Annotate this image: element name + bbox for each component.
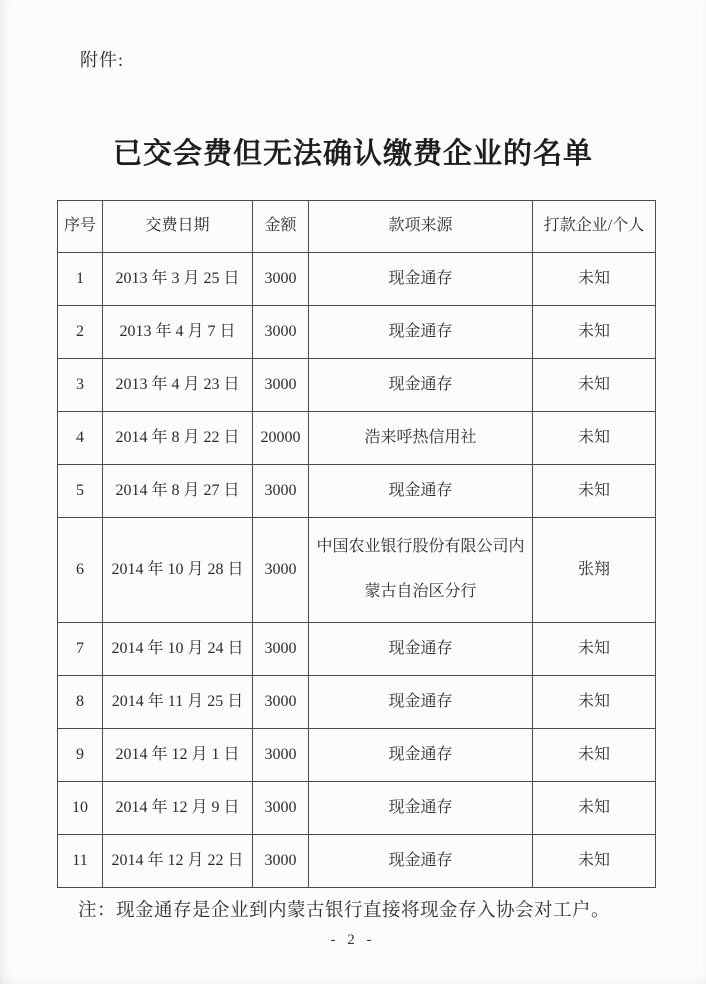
cell-amount: 3000: [253, 359, 309, 412]
table-row: [58, 518, 656, 623]
table-row: [58, 676, 656, 729]
cell-amount: 3000: [253, 782, 309, 835]
cell-amount: 3000: [253, 518, 309, 623]
cell-amount: 3000: [253, 623, 309, 676]
header-cell-payer: 打款企业/个人: [533, 201, 656, 253]
cell-serial: 1: [58, 253, 103, 306]
cell-serial: 6: [58, 518, 103, 623]
cell-payer: 未知: [533, 729, 656, 782]
cell-amount: 3000: [253, 253, 309, 306]
cell-date: 2014 年 11 月 25 日: [103, 676, 253, 729]
cell-source: 现金通存: [309, 623, 533, 676]
cell-payer: 未知: [533, 465, 656, 518]
document-title: 已交会费但无法确认缴费企业的名单: [112, 138, 593, 170]
page-number: - 2 -: [330, 932, 376, 948]
cell-serial: 9: [58, 729, 103, 782]
cell-payer: 未知: [533, 359, 656, 412]
cell-date: 2014 年 8 月 27 日: [103, 465, 253, 518]
cell-date: 2013 年 4 月 23 日: [103, 359, 253, 412]
cell-amount: 3000: [253, 729, 309, 782]
fee-table-body: [58, 253, 656, 888]
cell-date: 2014 年 12 月 9 日: [103, 782, 253, 835]
cell-source: 现金通存: [309, 782, 533, 835]
cell-amount: 3000: [253, 676, 309, 729]
cell-source: 浩来呼热信用社: [309, 412, 533, 465]
cell-date: 2014 年 10 月 24 日: [103, 623, 253, 676]
table-row: [58, 835, 656, 888]
cell-date: 2014 年 10 月 28 日: [103, 518, 253, 623]
cell-amount: 3000: [253, 465, 309, 518]
cell-source: 现金通存: [309, 835, 533, 888]
cell-payer: 未知: [533, 782, 656, 835]
cell-amount: 3000: [253, 835, 309, 888]
cell-serial: 3: [58, 359, 103, 412]
cell-date: 2013 年 4 月 7 日: [103, 306, 253, 359]
cell-serial: 10: [58, 782, 103, 835]
cell-payer: 张翔: [533, 518, 656, 623]
cell-payer: 未知: [533, 676, 656, 729]
cell-amount: 20000: [253, 412, 309, 465]
cell-payer: 未知: [533, 306, 656, 359]
cell-amount: 3000: [253, 306, 309, 359]
header-cell-date: 交费日期: [103, 201, 253, 253]
cell-source: 现金通存: [309, 729, 533, 782]
cell-serial: 7: [58, 623, 103, 676]
table-row: [58, 729, 656, 782]
table-row: [58, 623, 656, 676]
cell-date: 2014 年 12 月 22 日: [103, 835, 253, 888]
cell-serial: 5: [58, 465, 103, 518]
header-cell-serial: 序号: [58, 201, 103, 253]
cell-payer: 未知: [533, 412, 656, 465]
cell-payer: 未知: [533, 623, 656, 676]
header-row: [58, 201, 656, 253]
cell-serial: 4: [58, 412, 103, 465]
fee-table-header: [58, 201, 656, 253]
cell-date: 2013 年 3 月 25 日: [103, 253, 253, 306]
cell-source: 现金通存: [309, 359, 533, 412]
table-row: [58, 306, 656, 359]
cell-payer: 未知: [533, 253, 656, 306]
table-row: [58, 253, 656, 306]
cell-source: 现金通存: [309, 306, 533, 359]
table-row: [58, 412, 656, 465]
table-row: [58, 359, 656, 412]
cell-date: 2014 年 8 月 22 日: [103, 412, 253, 465]
header-cell-amount: 金额: [253, 201, 309, 253]
table-row: [58, 465, 656, 518]
header-cell-source: 款项来源: [309, 201, 533, 253]
cell-source: 中国农业银行股份有限公司内蒙古自治区分行: [309, 518, 533, 623]
cell-date: 2014 年 12 月 1 日: [103, 729, 253, 782]
cell-source: 现金通存: [309, 465, 533, 518]
cell-serial: 2: [58, 306, 103, 359]
cell-serial: 8: [58, 676, 103, 729]
cell-source: 现金通存: [309, 253, 533, 306]
cell-payer: 未知: [533, 835, 656, 888]
cell-serial: 11: [58, 835, 103, 888]
table-row: [58, 782, 656, 835]
footnote: 注：现金通存是企业到内蒙古银行直接将现金存入协会对工户。: [78, 901, 611, 921]
fee-table: [57, 200, 656, 888]
attachment-label: 附件:: [80, 50, 125, 70]
cell-source: 现金通存: [309, 676, 533, 729]
